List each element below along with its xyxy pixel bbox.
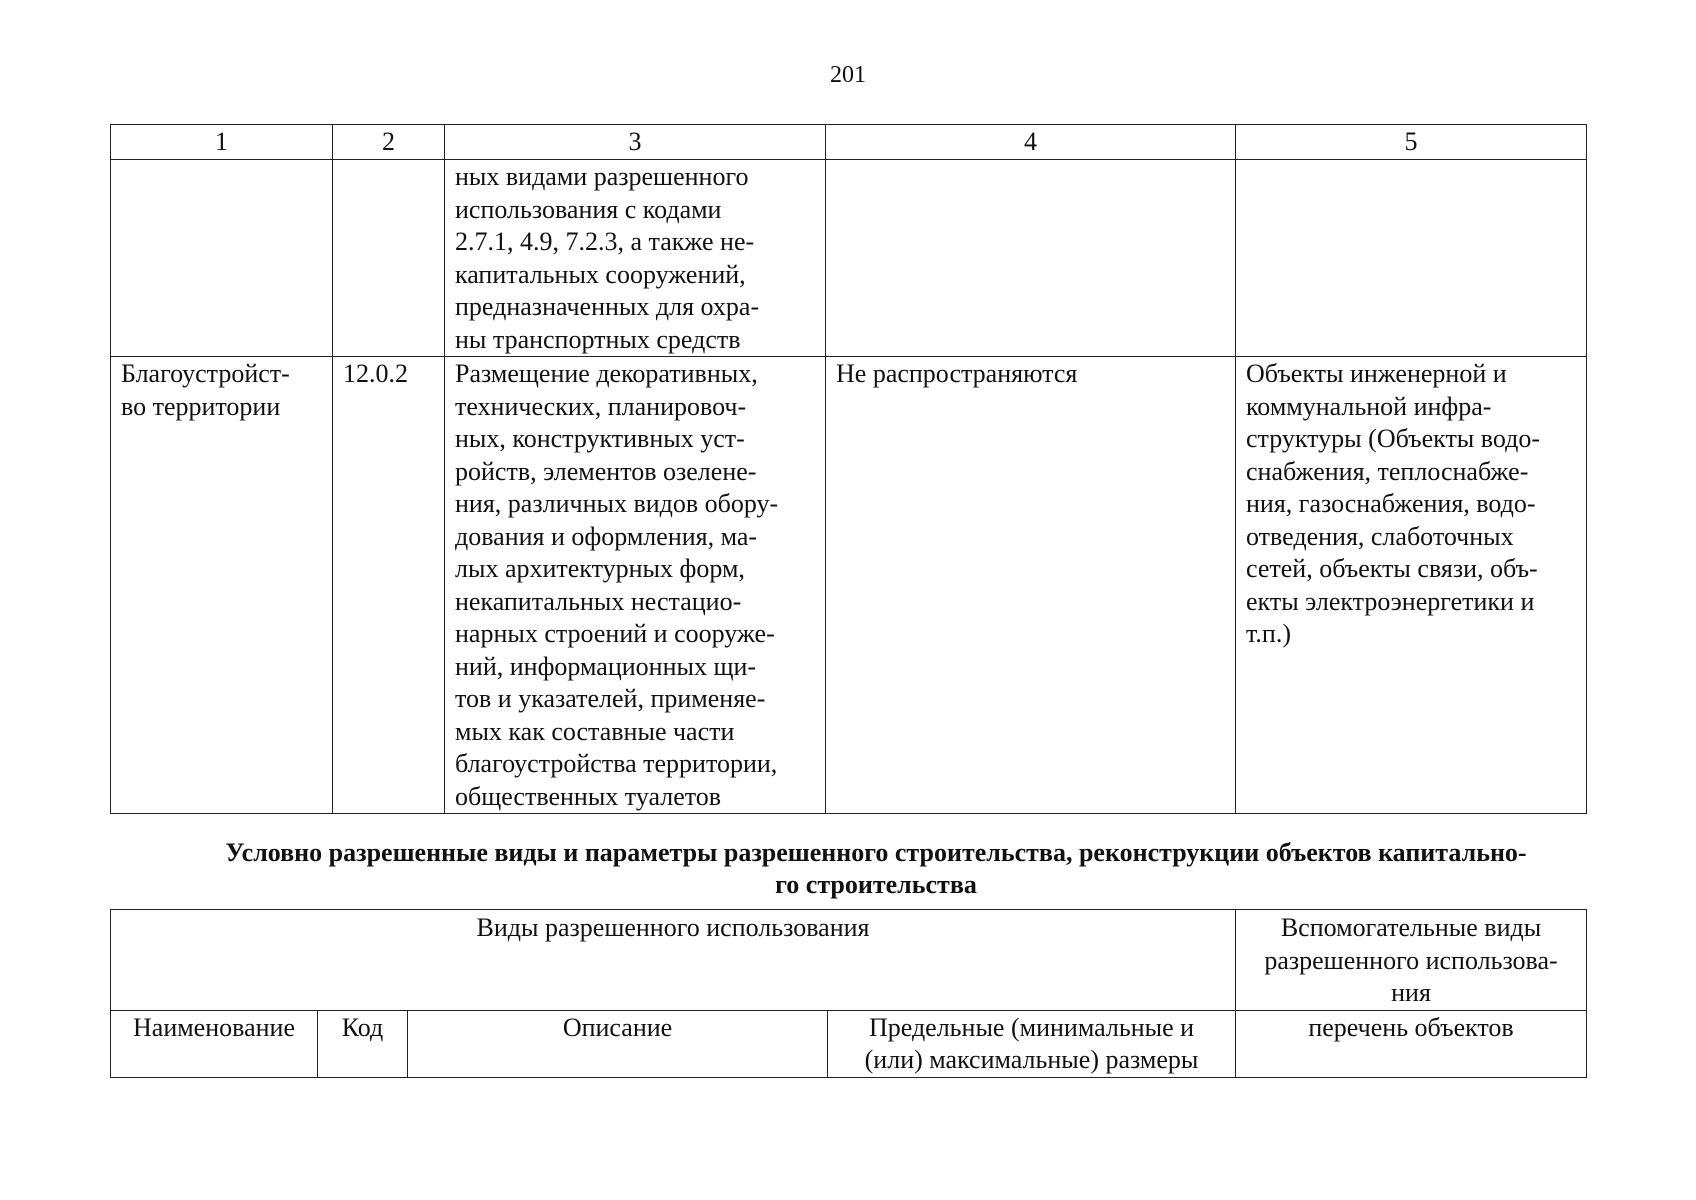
section-title-line: го строительства [775,870,977,899]
header-line: Предельные (минимальные и [868,1012,1195,1042]
name-line: во территории [121,391,281,421]
name-column-header: Наименование [111,1010,318,1077]
description-line: капитальных сооружений, [455,259,746,289]
column-number-row [111,125,1587,160]
column-header-row [111,1010,1587,1077]
section-title [158,837,1594,901]
auxiliary-use-types-header [1236,910,1587,1011]
column-number-4: 4 [826,125,1236,160]
description-line: ний, информационных щи- [455,651,757,681]
description-line: технических, планировоч- [455,391,747,421]
description-line: ны транспортных средств [455,324,741,354]
description-line: тов и указателей, применяе- [455,684,766,713]
permitted-use-table [110,124,1587,814]
auxiliary-line: т.п.) [1246,619,1291,648]
description-line: благоустройства территории, [455,749,778,778]
auxiliary-line: коммунальной инфра- [1246,391,1492,421]
use-code-cell [333,160,445,357]
objects-column-header: перечень объектов [1236,1010,1587,1077]
name-line: Благоустройст- [121,359,290,388]
group-header-row [111,910,1587,1011]
auxiliary-line: снабжения, теплоснабже- [1246,456,1529,486]
description-line: ных, конструктивных уст- [455,424,745,453]
header-line: разрешенного использова- [1264,945,1558,975]
column-number-1: 1 [111,125,333,160]
auxiliary-line: структуры (Объекты водо- [1246,424,1541,453]
description-column-header: Описание [408,1010,828,1077]
code-column-header: Код [318,1010,408,1077]
use-name-cell [111,160,333,357]
auxiliary-line: екты электроэнергетики и [1246,586,1535,616]
column-number-5: 5 [1236,125,1587,160]
page-number: 201 [830,62,866,88]
description-line: использования с кодами [455,194,722,224]
permitted-use-types-header: Виды разрешенного использования [111,910,1236,1011]
description-line: лых архитектурных форм, [455,554,745,583]
use-limits-cell [826,160,1236,357]
table-row-landscaping [111,357,1587,814]
column-number-2: 2 [333,125,445,160]
table-row-continuation [111,160,1587,357]
description-line: нарных строений и сооруже- [455,619,775,648]
description-line: дования и оформления, ма- [455,521,758,551]
auxiliary-objects-cell [1236,160,1587,357]
auxiliary-objects-cell [1236,357,1587,814]
auxiliary-line: сетей, объекты связи, объ- [1246,554,1538,583]
description-line: мых как составные части [455,716,735,746]
column-number-3: 3 [445,125,826,160]
use-code-cell: 12.0.2 [333,357,445,814]
header-line: ния [1391,978,1431,1007]
use-limits-cell: Не распространяются [826,357,1236,814]
use-description-cell [445,160,826,357]
description-line: предназначенных для охра- [455,292,760,321]
auxiliary-line: Объекты инженерной и [1246,359,1507,388]
section-title-line: Условно разрешенные виды и параметры разрешенного строительства, реконструкции объектов капитально- [225,838,1527,867]
header-line: Вспомогательные виды [1280,913,1542,942]
conditional-use-table-header [110,909,1587,1078]
description-line: ния, различных видов обору- [455,489,779,518]
description-line: некапитальных нестацио- [455,586,742,616]
limits-column-header [828,1010,1236,1077]
use-description-cell [445,357,826,814]
auxiliary-line: ния, газоснабжения, водо- [1246,489,1536,518]
use-name-cell [111,357,333,814]
description-line: общественных туалетов [455,781,722,811]
description-line: Размещение декоративных, [455,359,758,388]
header-line: (или) максимальные) размеры [864,1045,1199,1074]
auxiliary-line: отведения, слаботочных [1246,521,1514,551]
description-line: ройств, элементов озелене- [455,456,757,486]
description-line: ных видами разрешенного [455,162,749,191]
description-line: 2.7.1, 4.9, 7.2.3, а также не- [455,227,755,256]
